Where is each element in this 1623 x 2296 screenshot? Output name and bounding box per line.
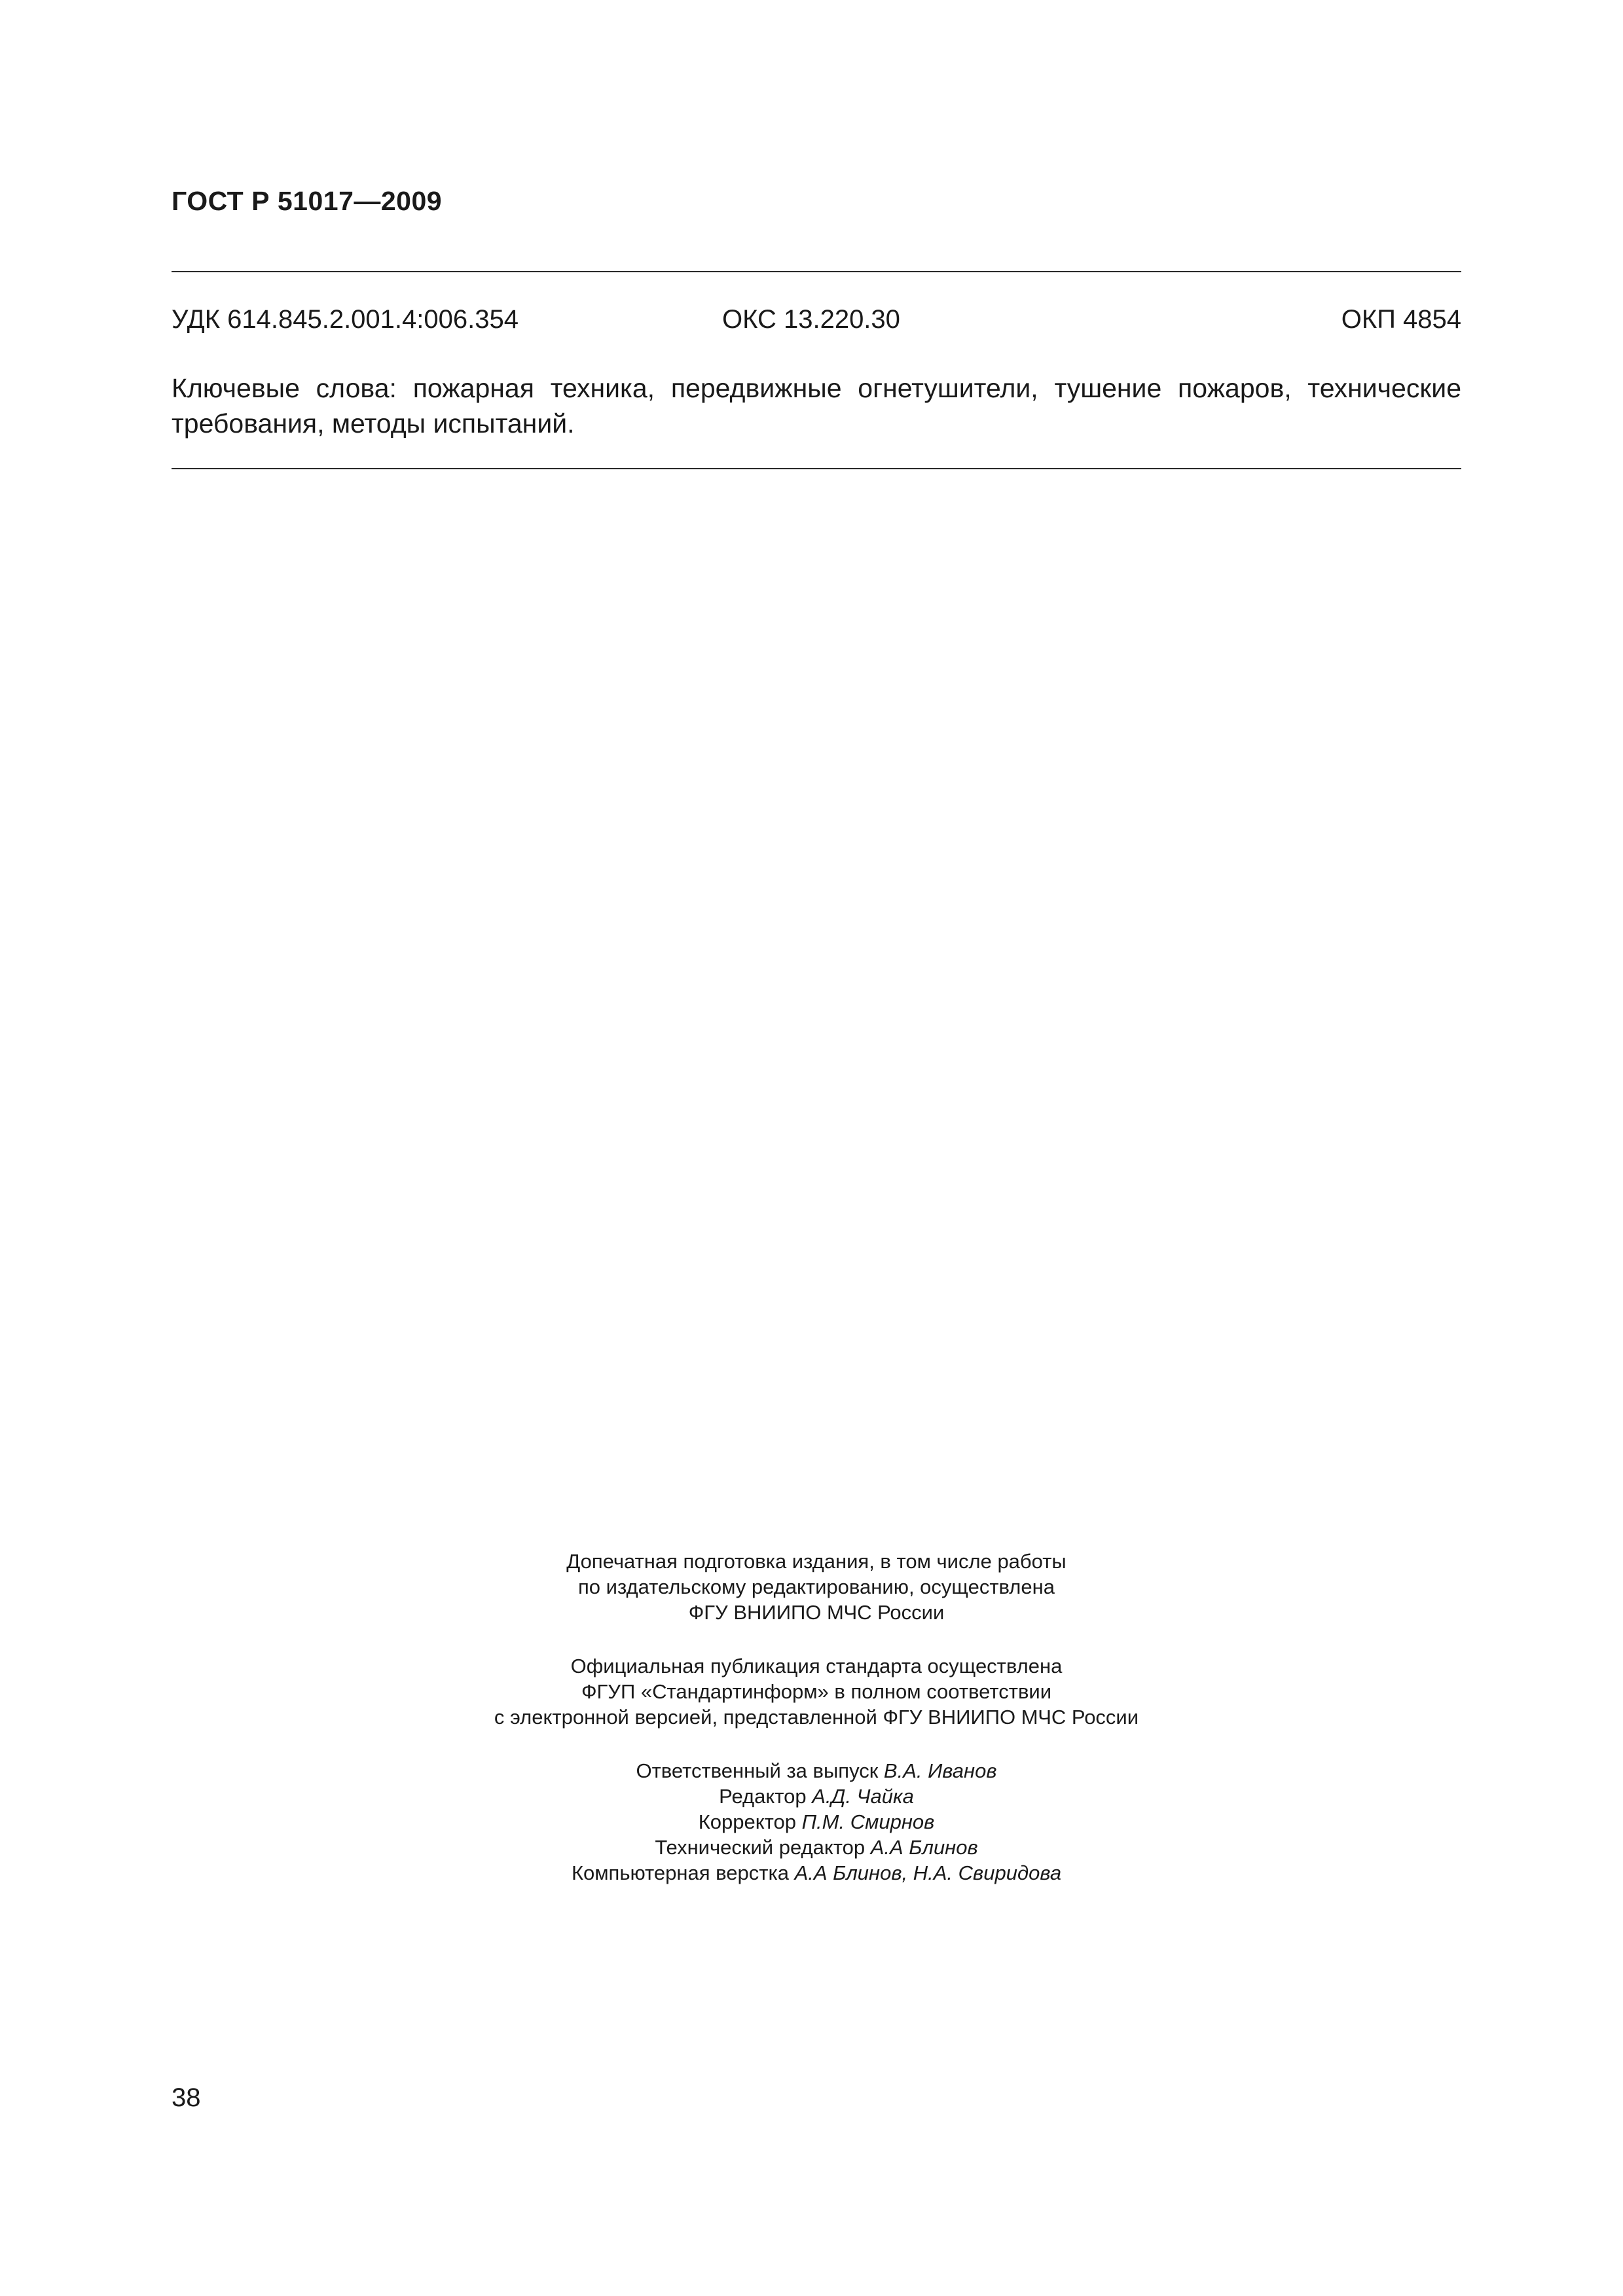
credit-line xyxy=(172,1784,1461,1809)
credit-role: Ответственный за выпуск xyxy=(636,1759,879,1782)
standard-code-header: ГОСТ Р 51017—2009 xyxy=(172,186,443,216)
credit-line xyxy=(172,1860,1461,1886)
credit-role: Технический редактор xyxy=(655,1836,866,1859)
imprint-line: ФГУ ВНИИПО МЧС России xyxy=(688,1601,945,1624)
imprint-line: с электронной версией, представленной ФГУ ВНИИПО МЧС России xyxy=(494,1706,1139,1729)
imprint-line: Допечатная подготовка издания, в том числе работы xyxy=(566,1550,1067,1573)
imprint-line: ФГУП «Стандартинформ» в полном соответствии xyxy=(581,1680,1052,1703)
top-divider xyxy=(172,271,1461,272)
page-number: 38 xyxy=(172,2083,201,2112)
credit-name: А.А Блинов xyxy=(870,1836,978,1859)
imprint-line: Официальная публикация стандарта осуществлена xyxy=(570,1655,1063,1677)
credit-role: Компьютерная верстка xyxy=(571,1861,789,1884)
classifier-codes xyxy=(172,305,1461,342)
credit-role: Корректор xyxy=(698,1810,796,1833)
credit-name: В.А. Иванов xyxy=(883,1759,997,1782)
credit-line xyxy=(172,1835,1461,1860)
udk-code: УДК 614.845.2.001.4:006.354 xyxy=(172,305,519,334)
credit-name: А.А Блинов, Н.А. Свиридова xyxy=(794,1861,1062,1884)
credit-role: Редактор xyxy=(719,1785,807,1808)
imprint-credits xyxy=(172,1758,1461,1886)
credit-name: А.Д. Чайка xyxy=(812,1785,914,1808)
oks-code: ОКС 13.220.30 xyxy=(722,305,900,334)
credit-name: П.М. Смирнов xyxy=(801,1810,935,1833)
credit-line xyxy=(172,1758,1461,1784)
credit-line xyxy=(172,1809,1461,1835)
okp-code: ОКП 4854 xyxy=(1341,305,1461,334)
bottom-divider xyxy=(172,468,1461,469)
imprint-line: по издательскому редактированию, осуществлена xyxy=(578,1575,1055,1598)
imprint-prepress xyxy=(172,1549,1461,1625)
imprint-publication xyxy=(172,1653,1461,1730)
keywords-paragraph: Ключевые слова: пожарная техника, передвижные огнетушители, тушение пожаров, технические требования, методы испытаний. xyxy=(172,373,1461,439)
